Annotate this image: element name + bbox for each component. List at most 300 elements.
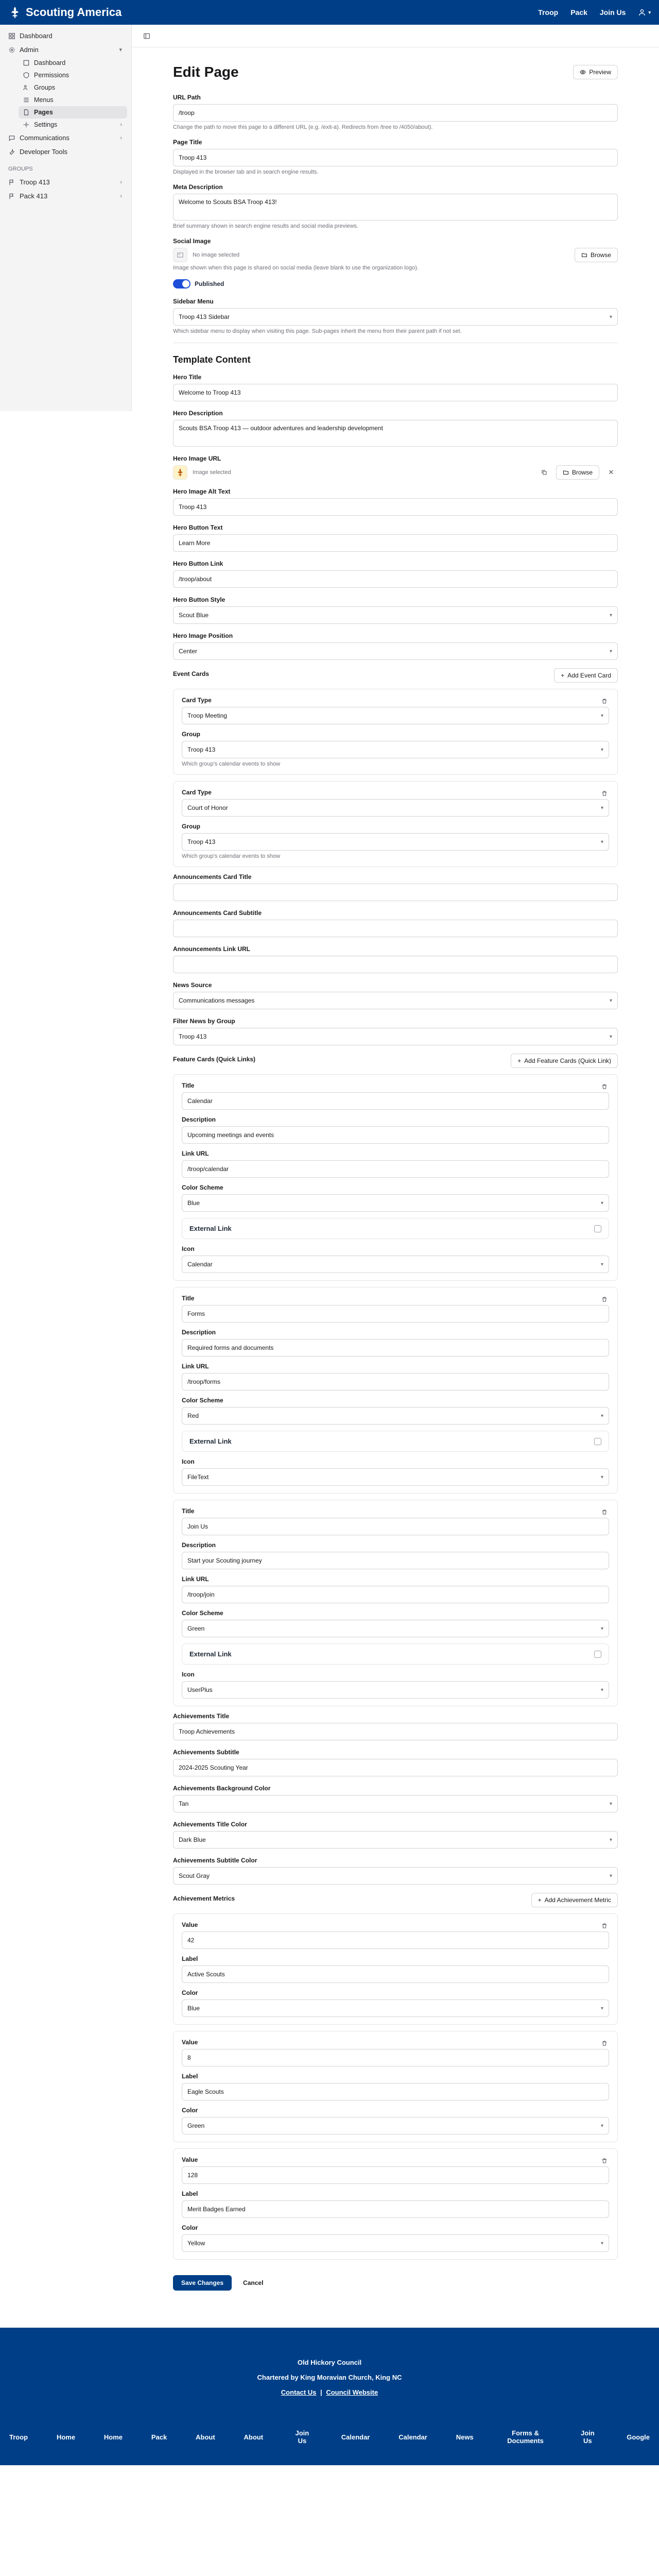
hero-title-input[interactable]: Welcome to Troop 413 bbox=[173, 384, 618, 401]
sidebar-item-permissions[interactable] bbox=[19, 69, 127, 81]
achievements-subtitle-field bbox=[173, 1749, 618, 1776]
hero-browse-button[interactable] bbox=[556, 465, 599, 480]
users-icon bbox=[23, 84, 30, 91]
chevron-down-icon: ▾ bbox=[600, 1687, 603, 1693]
event-cards-label: Event Cards bbox=[173, 670, 210, 677]
button-label: Add Achievement Metric bbox=[544, 1896, 611, 1904]
field-help: Displayed in the browser tab and in search engine results. bbox=[173, 169, 319, 175]
field-label: Icon bbox=[182, 1458, 195, 1465]
feature-title-field bbox=[182, 1082, 609, 1110]
achievements-title-color-select[interactable] bbox=[173, 1831, 618, 1849]
news-source-select[interactable] bbox=[173, 992, 618, 1009]
chevron-down-icon: ▾ bbox=[600, 2123, 603, 2129]
select-value: Red bbox=[187, 1412, 199, 1419]
admin-submenu bbox=[4, 57, 127, 131]
add-feature-card-button[interactable] bbox=[511, 1054, 618, 1068]
feature-icon-select[interactable] bbox=[182, 1256, 609, 1273]
field-label: Achievements Subtitle Color bbox=[173, 1857, 257, 1864]
field-help: Which sidebar menu to display when visiting this page. Sub-pages inherit the menu from their parent path if not set. bbox=[173, 328, 462, 334]
metric-label-input[interactable]: Merit Badges Earned bbox=[182, 2200, 609, 2218]
sidebar-item-label: Developer Tools bbox=[20, 148, 67, 156]
close-icon[interactable]: ✕ bbox=[608, 468, 614, 476]
footer-nav-home[interactable]: Home bbox=[56, 2433, 76, 2441]
plus-icon: + bbox=[517, 1057, 522, 1064]
achievements-title-color-field bbox=[173, 1821, 618, 1849]
hero-button-link-input[interactable]: /troop/about bbox=[173, 570, 618, 588]
fleur-de-lis-icon bbox=[8, 6, 22, 19]
chevron-down-icon: ▾ bbox=[609, 1873, 612, 1879]
external-link-label: External Link bbox=[189, 1225, 232, 1232]
field-label: Achievements Title bbox=[173, 1713, 230, 1720]
trash-icon[interactable] bbox=[598, 694, 611, 708]
achievements-subtitle-input[interactable]: 2024-2025 Scouting Year bbox=[173, 1759, 618, 1776]
select-value: Scout Blue bbox=[179, 612, 209, 619]
field-label: Link URL bbox=[182, 1150, 209, 1157]
sidebar-item-menus[interactable] bbox=[19, 94, 127, 106]
chevron-down-icon: ▾ bbox=[600, 1625, 603, 1632]
metric-label-field bbox=[182, 2073, 609, 2100]
feature-title-input[interactable]: Join Us bbox=[182, 1518, 609, 1535]
sidebar-item-admin-dashboard[interactable] bbox=[19, 57, 127, 69]
field-help: Image shown when this page is shared on social media (leave blank to use the organization logo). bbox=[173, 265, 419, 271]
field-label: Hero Button Text bbox=[173, 524, 223, 531]
external-link-option bbox=[182, 1643, 609, 1665]
select-value: Blue bbox=[187, 2005, 200, 2012]
sidebar-item-label: Permissions bbox=[34, 72, 70, 79]
dashboard-icon bbox=[23, 59, 30, 66]
field-label: Hero Description bbox=[173, 410, 223, 417]
external-link-checkbox[interactable] bbox=[594, 1225, 601, 1232]
metric-label-input[interactable]: Eagle Scouts bbox=[182, 2083, 609, 2100]
card-group-select[interactable] bbox=[182, 741, 609, 758]
feature-description-field bbox=[182, 1116, 609, 1144]
field-label: Title bbox=[182, 1082, 195, 1089]
sidebar-item-communications[interactable] bbox=[4, 131, 127, 145]
feature-color-field bbox=[182, 1184, 609, 1212]
council-website-link[interactable]: Council Website bbox=[326, 2388, 378, 2396]
sidebar-item-label: Admin bbox=[20, 46, 39, 54]
select-value: Troop 413 bbox=[187, 838, 216, 845]
sidebar-item-label: Pack 413 bbox=[20, 192, 48, 200]
field-label: Title bbox=[182, 1507, 195, 1515]
field-label: Achievements Background Color bbox=[173, 1785, 271, 1792]
field-label: Description bbox=[182, 1116, 216, 1123]
footer-nav-news[interactable]: News bbox=[456, 2433, 474, 2441]
chevron-down-icon: ▾ bbox=[600, 1413, 603, 1419]
sidebar-groups-heading: GROUPS bbox=[8, 166, 33, 172]
trash-icon[interactable] bbox=[598, 787, 611, 800]
feature-description-input[interactable]: Required forms and documents bbox=[182, 1339, 609, 1357]
folder-icon bbox=[581, 252, 587, 258]
file-icon bbox=[23, 109, 30, 116]
field-label: Hero Button Style bbox=[173, 596, 226, 603]
hero-button-style-field bbox=[173, 596, 618, 624]
template-content-heading: Template Content bbox=[173, 354, 251, 365]
page-title-input[interactable]: Troop 413 bbox=[173, 149, 618, 166]
footer-nav-join-us-2[interactable]: Join Us bbox=[580, 2429, 595, 2445]
feature-color-select[interactable] bbox=[182, 1194, 609, 1212]
chevron-down-icon: ▾ bbox=[119, 47, 122, 53]
trash-icon[interactable] bbox=[598, 1919, 611, 1933]
field-label: Icon bbox=[182, 1671, 195, 1678]
button-label: Add Feature Cards (Quick Link) bbox=[524, 1057, 611, 1064]
achievements-bg-field bbox=[173, 1785, 618, 1812]
field-label: Group bbox=[182, 823, 200, 830]
select-value: Communications messages bbox=[179, 997, 255, 1004]
field-label: Achievements Title Color bbox=[173, 1821, 247, 1828]
field-label: Description bbox=[182, 1329, 216, 1336]
feature-title-field bbox=[182, 1295, 609, 1323]
select-value: Calendar bbox=[187, 1261, 213, 1268]
save-changes-button[interactable]: Save Changes bbox=[173, 2275, 232, 2291]
meta-description-input[interactable]: Welcome to Scouts BSA Troop 413! bbox=[173, 194, 618, 221]
field-label: Link URL bbox=[182, 1575, 209, 1583]
hero-description-input[interactable]: Scouts BSA Troop 413 — outdoor adventures and leadership development bbox=[173, 420, 618, 447]
metric-color-select[interactable] bbox=[182, 2117, 609, 2134]
preview-button[interactable] bbox=[573, 65, 618, 79]
sidebar-item-pages[interactable] bbox=[19, 106, 127, 118]
field-label: Value bbox=[182, 2156, 198, 2163]
card-type-select[interactable] bbox=[182, 707, 609, 724]
feature-title-field bbox=[182, 1507, 609, 1535]
achievements-subtitle-color-select[interactable] bbox=[173, 1867, 618, 1885]
event-card bbox=[173, 689, 618, 775]
topnav-join[interactable]: Join Us bbox=[599, 8, 626, 16]
feature-link-field bbox=[182, 1363, 609, 1391]
hero-image-status: Image selected bbox=[193, 469, 231, 476]
metric-color-select[interactable] bbox=[182, 1999, 609, 2017]
sidebar-item-admin[interactable] bbox=[4, 43, 127, 57]
field-help: Which group's calendar events to show bbox=[182, 853, 281, 859]
achievements-subtitle-color-field bbox=[173, 1857, 618, 1885]
hero-image-position-field bbox=[173, 632, 618, 660]
sidebar-item-developer-tools[interactable] bbox=[4, 145, 127, 159]
external-link-checkbox[interactable] bbox=[594, 1651, 601, 1658]
footer-nav-join-us[interactable]: Join Us bbox=[295, 2429, 309, 2445]
chevron-down-icon: ▾ bbox=[600, 1200, 603, 1206]
chevron-down-icon: ▾ bbox=[609, 314, 612, 320]
chevron-down-icon: ▾ bbox=[600, 713, 603, 719]
url-path-input[interactable]: /troop bbox=[173, 104, 618, 122]
filter-news-select[interactable] bbox=[173, 1028, 618, 1045]
hero-image-field bbox=[173, 455, 618, 480]
select-value: Dark Blue bbox=[179, 1836, 206, 1843]
trash-icon[interactable] bbox=[598, 2037, 611, 2050]
footer-nav-forms[interactable]: Forms & Documents bbox=[507, 2429, 544, 2445]
footer-nav-about[interactable]: About bbox=[196, 2433, 215, 2441]
chevron-down-icon: ▾ bbox=[648, 9, 651, 15]
field-label: News Source bbox=[173, 981, 212, 989]
metric-color-select[interactable] bbox=[182, 2234, 609, 2252]
field-label: Card Type bbox=[182, 697, 212, 704]
sidebar-item-label: Communications bbox=[20, 134, 70, 142]
cancel-button[interactable]: Cancel bbox=[243, 2279, 264, 2286]
flag-icon bbox=[8, 193, 15, 200]
page-title: Edit Page bbox=[173, 64, 239, 80]
select-value: Tan bbox=[179, 1800, 189, 1807]
metric-color-field bbox=[182, 2224, 609, 2252]
sidebar-item-groups[interactable] bbox=[19, 81, 127, 94]
topnav-pack[interactable]: Pack bbox=[570, 8, 587, 16]
feature-description-field bbox=[182, 1329, 609, 1357]
sidebar-toggle-icon[interactable] bbox=[140, 29, 153, 43]
achievements-bg-select[interactable] bbox=[173, 1795, 618, 1812]
footer-nav-calendar[interactable]: Calendar bbox=[341, 2433, 370, 2441]
sidebar-item-label: Pages bbox=[34, 109, 53, 116]
chevron-down-icon: ▾ bbox=[609, 612, 612, 618]
external-link-label: External Link bbox=[189, 1650, 232, 1658]
footer-nav-about-2[interactable]: About bbox=[244, 2433, 264, 2441]
sidebar-item-pack[interactable] bbox=[4, 189, 127, 203]
metric-label-field bbox=[182, 2190, 609, 2218]
announcements-title-field bbox=[173, 873, 618, 901]
chevron-down-icon: ▾ bbox=[609, 648, 612, 654]
brand-name: Scouting America bbox=[26, 6, 122, 19]
plus-icon: + bbox=[561, 672, 565, 679]
hero-button-text-field bbox=[173, 524, 618, 552]
feature-link-input[interactable]: /troop/calendar bbox=[182, 1160, 609, 1178]
card-group-select[interactable] bbox=[182, 833, 609, 851]
external-link-option bbox=[182, 1218, 609, 1239]
folder-icon bbox=[563, 469, 569, 476]
achievements-title-input[interactable]: Troop Achievements bbox=[173, 1723, 618, 1740]
feature-description-field bbox=[182, 1541, 609, 1569]
field-label: Label bbox=[182, 1955, 198, 1962]
chevron-right-icon: › bbox=[120, 122, 122, 128]
footer-links bbox=[0, 2388, 659, 2396]
select-value: Scout Gray bbox=[179, 1872, 210, 1879]
sidebar-item-dashboard[interactable] bbox=[4, 29, 127, 43]
sidebar-item-label: Settings bbox=[34, 121, 58, 128]
hero-button-text-input[interactable]: Learn More bbox=[173, 534, 618, 552]
field-label: Title bbox=[182, 1295, 195, 1302]
feature-description-input[interactable]: Start your Scouting journey bbox=[182, 1552, 609, 1569]
footer-nav-calendar-2[interactable]: Calendar bbox=[398, 2433, 427, 2441]
footer-nav bbox=[0, 2427, 659, 2465]
feature-card bbox=[173, 1500, 618, 1706]
contact-us-link[interactable]: Contact Us bbox=[281, 2388, 317, 2396]
field-label: Announcements Card Subtitle bbox=[173, 909, 262, 917]
field-label: Color bbox=[182, 2107, 198, 2114]
feature-link-field bbox=[182, 1575, 609, 1603]
select-value: Green bbox=[187, 1625, 205, 1632]
user-icon bbox=[638, 8, 646, 16]
announcements-title-input[interactable] bbox=[173, 884, 618, 901]
select-value: Troop 413 bbox=[179, 1033, 207, 1040]
footer-nav-troop[interactable]: Troop bbox=[9, 2433, 28, 2441]
browse-button[interactable] bbox=[575, 248, 618, 262]
field-label: Hero Button Link bbox=[173, 560, 223, 567]
sidebar bbox=[0, 25, 132, 411]
card-type-field bbox=[182, 697, 609, 724]
browse-label: Browse bbox=[571, 469, 593, 476]
field-help: Which group's calendar events to show bbox=[182, 761, 281, 767]
metric-label-input[interactable]: Active Scouts bbox=[182, 1965, 609, 1983]
add-event-card-button[interactable] bbox=[554, 668, 618, 683]
hero-button-link-field bbox=[173, 560, 618, 588]
feature-card bbox=[173, 1287, 618, 1494]
feature-title-input[interactable]: Calendar bbox=[182, 1092, 609, 1110]
url-path-field bbox=[173, 94, 618, 130]
field-label: Card Type bbox=[182, 789, 212, 796]
select-value: Center bbox=[179, 648, 198, 655]
social-image-field bbox=[173, 238, 618, 271]
sidebar-menu-field bbox=[173, 298, 618, 334]
sidebar-item-label: Groups bbox=[34, 84, 55, 91]
chevron-down-icon: ▾ bbox=[609, 997, 612, 1004]
copy-icon[interactable] bbox=[537, 466, 551, 479]
filter-news-field bbox=[173, 1018, 618, 1045]
select-value: Troop 413 bbox=[187, 746, 216, 753]
council-name: Old Hickory Council bbox=[297, 2359, 362, 2366]
published-toggle-row bbox=[173, 279, 618, 289]
hero-image-thumbnail bbox=[173, 465, 187, 480]
field-label: Hero Title bbox=[173, 374, 202, 381]
sidebar-menu-select[interactable] bbox=[173, 308, 618, 326]
hero-image-position-select[interactable] bbox=[173, 642, 618, 660]
metrics-header bbox=[173, 1893, 618, 1907]
field-label: Hero Image Alt Text bbox=[173, 488, 231, 495]
settings-icon bbox=[23, 121, 30, 128]
field-label: Value bbox=[182, 1921, 198, 1928]
footer-nav-pack[interactable]: Pack bbox=[151, 2433, 167, 2441]
field-label: Color Scheme bbox=[182, 1184, 223, 1191]
trash-icon[interactable] bbox=[598, 1505, 611, 1519]
topnav-troop[interactable]: Troop bbox=[538, 8, 559, 16]
feature-link-input[interactable]: /troop/join bbox=[182, 1586, 609, 1603]
trash-icon[interactable] bbox=[598, 1080, 611, 1093]
field-label: Announcements Card Title bbox=[173, 873, 252, 880]
main-content bbox=[132, 25, 659, 2328]
plus-icon: + bbox=[537, 1896, 542, 1904]
eye-icon bbox=[580, 69, 586, 75]
chevron-down-icon: ▾ bbox=[600, 747, 603, 753]
event-cards-header bbox=[173, 668, 618, 683]
field-label: Social Image bbox=[173, 238, 211, 245]
footer-nav-home-2[interactable]: Home bbox=[103, 2433, 123, 2441]
select-value: Court of Honor bbox=[187, 804, 228, 811]
feature-title-input[interactable]: Forms bbox=[182, 1305, 609, 1323]
external-link-checkbox[interactable] bbox=[594, 1438, 601, 1445]
metric-card bbox=[173, 2031, 618, 2142]
field-label: Color Scheme bbox=[182, 1609, 223, 1617]
field-help: Change the path to move this page to a different URL (e.g. /exit-a). Redirects from /tree to /4050/about). bbox=[173, 124, 433, 130]
site-footer bbox=[0, 2328, 659, 2427]
chevron-down-icon: ▾ bbox=[609, 1801, 612, 1807]
feature-icon-select[interactable] bbox=[182, 1468, 609, 1486]
gear-icon bbox=[8, 46, 15, 54]
chevron-down-icon: ▾ bbox=[600, 839, 603, 845]
sidebar-item-label: Troop 413 bbox=[20, 178, 50, 186]
shield-icon bbox=[23, 72, 30, 79]
external-link-option bbox=[182, 1431, 609, 1452]
card-type-field bbox=[182, 789, 609, 817]
news-source-field bbox=[173, 981, 618, 1009]
link-divider: | bbox=[320, 2388, 322, 2396]
chevron-down-icon: ▾ bbox=[600, 1261, 603, 1267]
user-menu-button[interactable] bbox=[638, 8, 651, 16]
field-label: Link URL bbox=[182, 1363, 209, 1370]
metric-value-input[interactable]: 128 bbox=[182, 2166, 609, 2184]
field-label: Sidebar Menu bbox=[173, 298, 214, 305]
feature-card bbox=[173, 1074, 618, 1281]
select-value: Troop 413 Sidebar bbox=[179, 313, 230, 320]
wrench-icon bbox=[8, 148, 15, 156]
announcements-link-input[interactable] bbox=[173, 956, 618, 973]
hero-alt-input[interactable]: Troop 413 bbox=[173, 498, 618, 516]
metric-label-field bbox=[182, 1955, 609, 1983]
sidebar-item-label: Menus bbox=[34, 96, 54, 104]
field-label: Meta Description bbox=[173, 183, 223, 191]
trash-icon[interactable] bbox=[598, 2154, 611, 2167]
metric-card bbox=[173, 2148, 618, 2260]
metric-value-input[interactable]: 42 bbox=[182, 1931, 609, 1949]
external-link-label: External Link bbox=[189, 1437, 232, 1445]
feature-icon-field bbox=[182, 1458, 609, 1486]
add-metric-button[interactable] bbox=[531, 1893, 618, 1907]
published-toggle[interactable] bbox=[173, 279, 190, 289]
trash-icon[interactable] bbox=[598, 1293, 611, 1306]
sidebar-item-troop[interactable] bbox=[4, 175, 127, 189]
feature-color-field bbox=[182, 1397, 609, 1425]
field-label: Color Scheme bbox=[182, 1397, 223, 1404]
chevron-down-icon: ▾ bbox=[600, 1474, 603, 1480]
message-icon bbox=[8, 134, 15, 142]
announcements-subtitle-input[interactable] bbox=[173, 920, 618, 937]
metric-color-field bbox=[182, 1989, 609, 2017]
announcements-link-field bbox=[173, 945, 618, 973]
brand-logo[interactable] bbox=[8, 6, 122, 19]
feature-description-input[interactable]: Upcoming meetings and events bbox=[182, 1126, 609, 1144]
chevron-right-icon: › bbox=[120, 134, 122, 141]
chevron-down-icon: ▾ bbox=[600, 805, 603, 811]
field-help: Brief summary shown in search engine results and social media previews. bbox=[173, 223, 359, 229]
metric-card bbox=[173, 1913, 618, 2025]
hero-button-style-select[interactable] bbox=[173, 606, 618, 624]
card-type-select[interactable] bbox=[182, 799, 609, 817]
meta-description-field bbox=[173, 183, 618, 229]
field-label: Hero Image URL bbox=[173, 455, 221, 462]
select-value: Green bbox=[187, 2122, 205, 2129]
preview-label: Preview bbox=[589, 69, 611, 76]
feature-color-select[interactable] bbox=[182, 1407, 609, 1425]
chevron-down-icon: ▾ bbox=[600, 2240, 603, 2246]
social-image-status: No image selected bbox=[193, 252, 240, 258]
field-label: Description bbox=[182, 1541, 216, 1549]
field-label: Label bbox=[182, 2190, 198, 2197]
dashboard-icon bbox=[8, 32, 15, 40]
top-bar bbox=[0, 0, 659, 25]
hero-title-field bbox=[173, 374, 618, 401]
footer-nav-google[interactable]: Google bbox=[627, 2433, 650, 2441]
field-label: Color bbox=[182, 2224, 198, 2231]
select-value: Yellow bbox=[187, 2240, 205, 2247]
feature-cards-label: Feature Cards (Quick Links) bbox=[173, 1056, 256, 1063]
chevron-right-icon: › bbox=[120, 193, 122, 199]
feature-link-input[interactable]: /troop/forms bbox=[182, 1373, 609, 1391]
feature-icon-select[interactable] bbox=[182, 1681, 609, 1699]
image-placeholder-icon bbox=[173, 248, 187, 262]
sidebar-item-label: Dashboard bbox=[34, 59, 66, 66]
chevron-down-icon: ▾ bbox=[609, 1033, 612, 1040]
metrics-label: Achievement Metrics bbox=[173, 1895, 235, 1902]
field-label: Page Title bbox=[173, 139, 202, 146]
sidebar-item-settings[interactable] bbox=[19, 118, 127, 131]
menu-icon bbox=[23, 96, 30, 104]
metric-value-input[interactable]: 8 bbox=[182, 2049, 609, 2066]
feature-color-select[interactable] bbox=[182, 1620, 609, 1637]
card-group-field bbox=[182, 731, 609, 767]
